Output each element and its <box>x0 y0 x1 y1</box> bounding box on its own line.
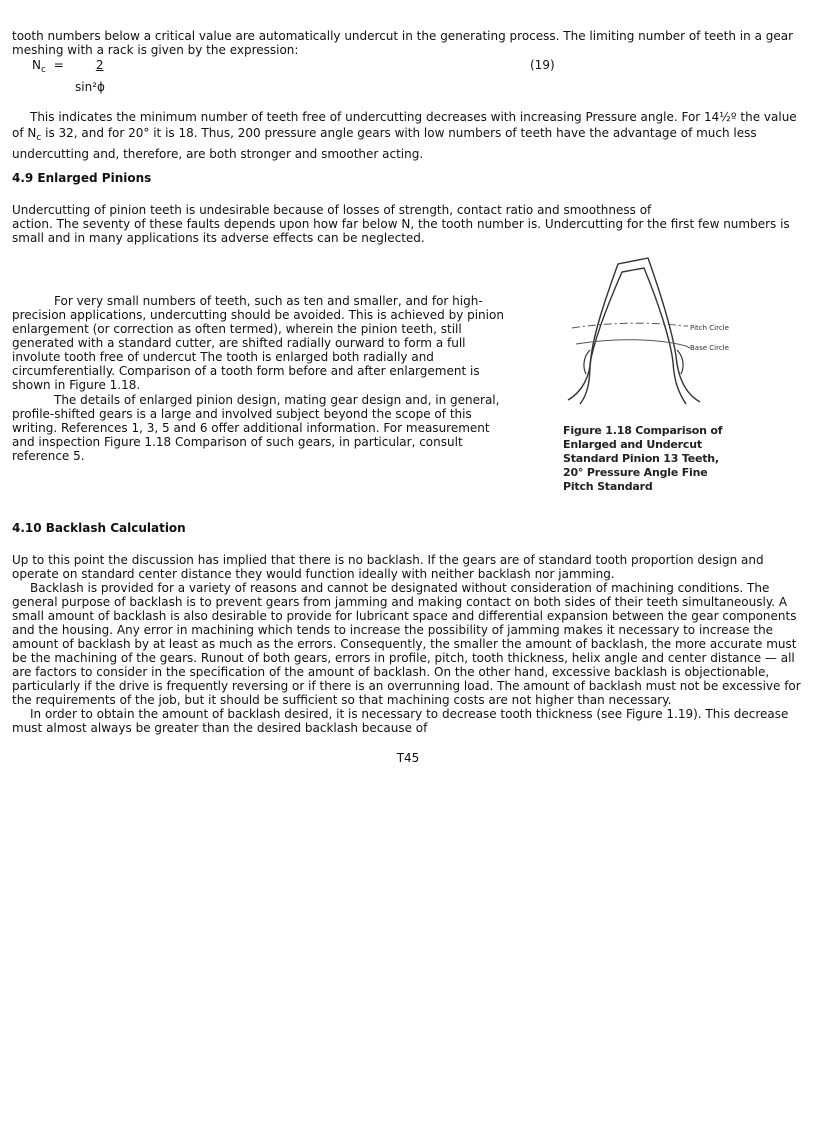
pitch-circle-label: Pitch Circle <box>690 324 729 332</box>
page-number: T45 <box>396 751 420 765</box>
section-4-9-para-2: For very small numbers of teeth, such as ten and smaller, and for high-precision applications, undercutting should be avoided. This is achieved by pinion enlargement (or correction as often termed), wherein the pinion teeth, still generated with a standard cutter, are shifted radially ourward to form a full involute tooth free of undercut The tooth is enlarged both radially and circumferentially. Comparison of a tooth form before and after enlargement is shown in Figure 1.18. <box>12 294 504 392</box>
section-4-9-para-3: The details of enlarged pinion design, mating gear design and, in general, profile-shifted gears is a large and involved subject beyond the scope of this writing. References 1, 3, 5 and 6 offer additional information. For measurement and inspection Figure 1.18 Comparison of such gears, in particular, consult reference 5. <box>12 393 500 463</box>
base-circle-label: Base Circle <box>690 344 729 352</box>
intro-paragraph: tooth numbers below a critical value are automatically undercut in the generating process. The limiting number of teeth in a gear meshing with a rack is given by the expression: <box>12 29 794 57</box>
section-heading-4-9: 4.9 Enlarged Pinions <box>12 171 152 185</box>
pitch-circle-line <box>572 323 684 328</box>
enlarged-tooth-outline <box>568 258 700 402</box>
gear-tooth-figure <box>560 252 760 417</box>
section-4-9-para-1-line-1: Undercutting of pinion teeth is undesirable because of losses of strength, contact ratio and smoothness of <box>12 203 652 217</box>
section-4-10-para-2: Backlash is provided for a variety of reasons and cannot be designated without consideration of machining conditions. The general purpose of backlash is to prevent gears from jamming and making contact on both sides of their teeth simultaneously. A small amount of backlash is also desirable to provide for lubricant space and differential expansion between the gear components and the housing. Any error in machining which tends to increase the possibility of jamming makes it necessary to increase the amount of backlash by at least as much as the errors. Consequently, the smaller the amount of backlash, the more accurate must be the machining of the gears. Runout of both gears, errors in profile, pitch, tooth thickness, helix angle and center distance — all are factors to consider in the specification of the amount of backlash. On the other hand, excessive backlash is objectionable, particularly if the drive is frequently reversing or if there is an overrunning load. The amount of backlash must not be excessive for the requirements of the job, but it should be sufficient so that machining costs are not higher than necessary. <box>12 581 801 707</box>
equation-symbol: N <box>32 58 41 72</box>
section-4-9-para-1-rest: action. The seventy of these faults depends upon how far below N, the tooth number is. Undercutting for the first few numbers is small and in many applications its adverse effects can be neglected. <box>12 217 790 245</box>
nc-paragraph <box>12 109 804 162</box>
equation-line <box>32 58 128 77</box>
nc-text-1: This indicates the minimum number of teeth free of undercutting decreases with increasing Pressure angle. For 14½º the value of N <box>12 110 797 140</box>
nc-text-2: is 32, and for 20° it is 18. Thus, 200 pressure angle gears with low numbers of teeth have the advantage of much less undercutting and, therefore, are both stronger and smoother acting. <box>12 126 757 161</box>
equation-subscript: c <box>40 65 46 75</box>
equation-number: (19) <box>530 58 555 72</box>
section-heading-4-10: 4.10 Backlash Calculation <box>12 521 186 535</box>
section-4-9-para-1 <box>12 203 804 245</box>
section-4-10-para-3: In order to obtain the amount of backlash desired, it is necessary to decrease tooth thickness (see Figure 1.19). This decrease must almost always be greater than the desired backlash because of <box>12 707 789 735</box>
section-4-10-para-1: Up to this point the discussion has implied that there is no backlash. If the gears are of standard tooth proportion design and operate on standard center distance they would function ideally with neither backlash nor jamming. <box>12 553 764 581</box>
equation-equals: = <box>53 58 64 72</box>
equation-denominator: sin²ϕ <box>75 80 105 94</box>
equation-numerator: 2 <box>95 58 104 72</box>
undercut-tooth-outline <box>580 268 686 404</box>
figure-caption: Figure 1.18 Comparison of Enlarged and Undercut Standard Pinion 13 Teeth, 20° Pressure Angle Fine Pitch Standard <box>563 424 723 493</box>
nc-subscript: c <box>36 133 42 143</box>
